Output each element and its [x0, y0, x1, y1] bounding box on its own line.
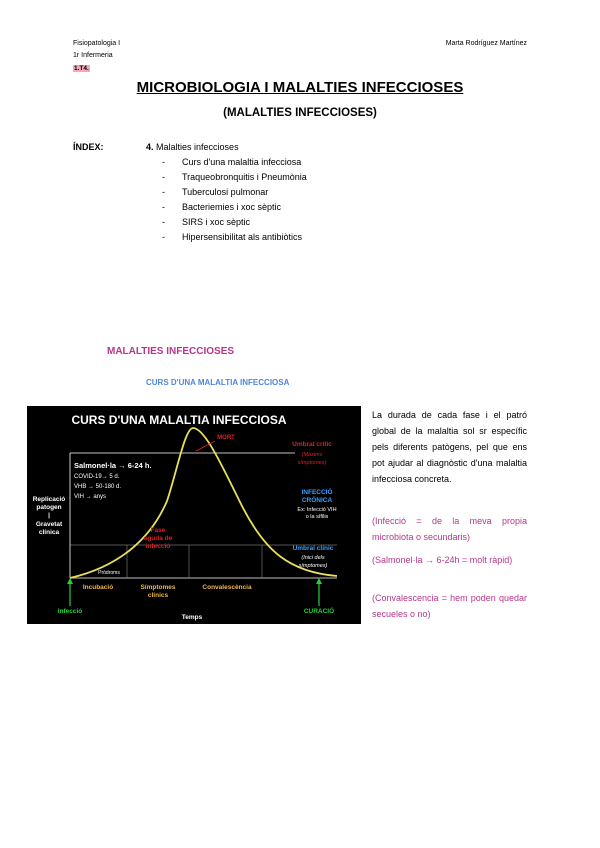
course-label: 1r Infermeria: [73, 52, 113, 59]
acute-phase-label: infecció: [145, 543, 171, 550]
incubation-label: Incubació: [82, 584, 114, 591]
figure-title: CURS D'UNA MALALTIA INFECCIOSA: [71, 413, 287, 427]
x-axis-label: Temps: [181, 614, 203, 621]
cure-label: CURACIÓ: [303, 608, 335, 615]
note-2: (Salmonel·la → 6-24h = molt ràpid): [372, 555, 513, 565]
subject-label: Fisiopatologia I: [73, 40, 121, 47]
index-item[interactable]: - Tuberculosi pulmonar: [162, 185, 307, 200]
index-heading: [146, 142, 239, 152]
duration-label: VIH → anys: [74, 494, 107, 500]
unit-tag: [73, 64, 90, 74]
page-subtitle: (MALALTIES INFECCIOSES): [223, 107, 377, 119]
chronic-example: Ex: Infecció VIH: [297, 507, 337, 513]
index-item[interactable]: - Traqueobronquitis i Pneumònia: [162, 170, 307, 185]
index-heading-text: Malalties infeccioses: [156, 142, 239, 152]
y-axis-label: |: [48, 512, 50, 519]
infection-label: Infecció: [57, 608, 83, 615]
y-axis-label: patogen: [36, 504, 62, 511]
disease-course-figure: [27, 406, 361, 624]
duration-label: VHB → 50-180 d.: [74, 484, 122, 490]
critical-threshold-note: símptomes): [297, 460, 327, 466]
clinical-threshold-note: símptomes): [298, 563, 328, 569]
index-number: 4.: [146, 142, 154, 152]
y-axis-label: clínica: [38, 529, 60, 536]
index-item[interactable]: - Bacteriemies i xoc sèptic: [162, 200, 307, 215]
section-title: MALALTIES INFECCIOSES: [107, 346, 235, 357]
symptoms-label: clínics: [147, 592, 169, 599]
page-title: MICROBIOLOGIA I MALALTIES INFECCIOSES: [136, 79, 464, 96]
acute-phase-label: Fase: [150, 527, 166, 534]
index-list: [162, 155, 307, 245]
note-1: (Infecció = de la meva propia microbiota o secundaris): [372, 516, 527, 542]
author-label: Marta Rodríguez Martínez: [445, 40, 527, 47]
index-item[interactable]: - Hipersensibilitat als antibiòtics: [162, 230, 307, 245]
clinical-threshold-label: Umbral clínic: [292, 545, 334, 552]
unit-tag-text: 1.T4.: [74, 65, 89, 72]
critical-threshold-note: (Màxims: [301, 452, 323, 458]
chronic-infection-label: CRÒNICA: [301, 497, 333, 504]
clinical-threshold-note: (Inici dels: [301, 555, 325, 561]
subsection-title: CURS D'UNA MALALTIA INFECCIOSA: [146, 378, 290, 387]
note-3: (Convalescencia = hem poden quedar secueles o no): [372, 593, 527, 619]
index-item[interactable]: - Curs d'una malaltia infecciosa: [162, 155, 307, 170]
index-label: ÍNDEX:: [73, 142, 104, 152]
y-axis-label: Gravetat: [35, 521, 63, 528]
duration-label: Salmonel·la → 6-24 h.: [74, 461, 152, 470]
chronic-example: o la sífilis: [305, 514, 329, 520]
convalescence-label: Convalescència: [202, 584, 252, 591]
symptoms-label: Símptomes: [140, 584, 176, 591]
death-label: MORT: [217, 435, 235, 441]
figure-description: La durada de cada fase i el patró global de la malaltia sol sr específic pels diferents patògens, pel que ens pot ajudar al diagnòstic d'una malaltia infecciosa concreta.: [372, 410, 527, 484]
chronic-infection-label: INFECCIÓ: [301, 489, 333, 496]
duration-label: COVID-19→ 5 d.: [74, 474, 120, 480]
acute-phase-label: aguda de: [143, 535, 173, 542]
y-axis-label: Replicació: [32, 496, 66, 503]
index-item[interactable]: - SIRS i xoc sèptic: [162, 215, 307, 230]
critical-threshold-label: Umbral crític: [292, 441, 332, 448]
prodrome-label: Pròdroms: [98, 570, 120, 576]
